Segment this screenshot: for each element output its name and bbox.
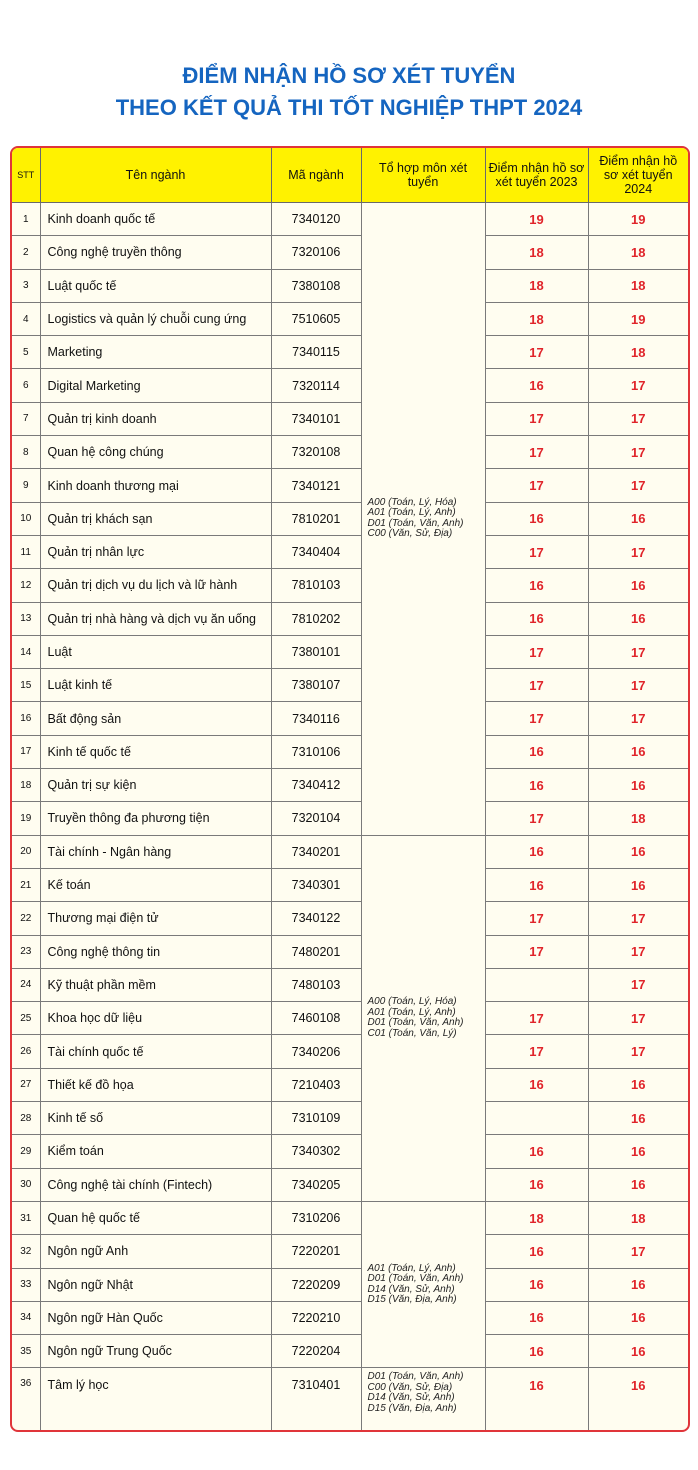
row-stt: 4 xyxy=(12,302,40,335)
row-stt: 33 xyxy=(12,1268,40,1301)
row-stt: 21 xyxy=(12,868,40,901)
row-stt: 30 xyxy=(12,1168,40,1201)
row-stt: 22 xyxy=(12,902,40,935)
combination-line: D15 (Văn, Địa, Anh) xyxy=(367,1294,457,1306)
row-score-2023: 17 xyxy=(485,469,588,502)
row-score-2023: 16 xyxy=(485,1368,588,1432)
row-major-name: Công nghệ truyền thông xyxy=(40,236,271,269)
row-score-2023: 17 xyxy=(485,1035,588,1068)
row-major-code: 7380107 xyxy=(271,669,361,702)
row-score-2023: 16 xyxy=(485,835,588,868)
row-major-name: Thiết kế đồ họa xyxy=(40,1068,271,1101)
row-major-code: 7810202 xyxy=(271,602,361,635)
table-row xyxy=(12,569,688,602)
row-subject-combination xyxy=(361,1201,485,1367)
table-row xyxy=(12,535,688,568)
row-subject-combination xyxy=(361,835,485,1201)
row-stt: 20 xyxy=(12,835,40,868)
row-major-name: Kinh doanh quốc tế xyxy=(40,203,271,236)
table-row xyxy=(12,1002,688,1035)
combination-line: A01 (Toán, Lý, Anh) xyxy=(367,507,456,519)
row-major-name: Ngôn ngữ Trung Quốc xyxy=(40,1335,271,1368)
row-score-2023: 16 xyxy=(485,602,588,635)
row-stt: 11 xyxy=(12,535,40,568)
row-major-code: 7340101 xyxy=(271,402,361,435)
row-major-code: 7340301 xyxy=(271,868,361,901)
row-major-name: Công nghệ thông tin xyxy=(40,935,271,968)
row-stt: 36 xyxy=(12,1368,40,1432)
row-major-code: 7380108 xyxy=(271,269,361,302)
row-major-code: 7220201 xyxy=(271,1235,361,1268)
row-score-2023: 17 xyxy=(485,669,588,702)
row-major-name: Truyền thông đa phương tiện xyxy=(40,802,271,835)
row-score-2024: 18 xyxy=(588,336,688,369)
row-score-2024: 16 xyxy=(588,1268,688,1301)
table-row xyxy=(12,336,688,369)
row-major-code: 7320108 xyxy=(271,436,361,469)
row-major-code: 7340121 xyxy=(271,469,361,502)
table-body xyxy=(12,203,688,1433)
row-score-2023: 16 xyxy=(485,868,588,901)
combination-line: D01 (Toán, Văn, Anh) xyxy=(367,517,464,529)
table-row xyxy=(12,402,688,435)
row-stt: 8 xyxy=(12,436,40,469)
row-major-name: Quản trị khách sạn xyxy=(40,502,271,535)
table-row xyxy=(12,1268,688,1301)
row-score-2024: 17 xyxy=(588,369,688,402)
row-stt: 34 xyxy=(12,1301,40,1334)
row-major-name: Luật xyxy=(40,635,271,668)
row-major-name: Quản trị kinh doanh xyxy=(40,402,271,435)
row-major-name: Logistics và quản lý chuỗi cung ứng xyxy=(40,302,271,335)
header-stt: STT xyxy=(12,148,40,203)
row-score-2024: 16 xyxy=(588,1368,688,1432)
combination-line: D14 (Văn, Sử, Anh) xyxy=(367,1283,455,1295)
row-score-2024: 16 xyxy=(588,1168,688,1201)
row-score-2024: 16 xyxy=(588,502,688,535)
admission-table-frame xyxy=(10,146,690,1432)
row-score-2023: 17 xyxy=(485,635,588,668)
row-score-2023: 16 xyxy=(485,569,588,602)
row-score-2024: 17 xyxy=(588,402,688,435)
table-row xyxy=(12,968,688,1001)
row-score-2023: 17 xyxy=(485,336,588,369)
row-score-2023: 16 xyxy=(485,502,588,535)
table-row xyxy=(12,835,688,868)
row-major-code: 7340412 xyxy=(271,769,361,802)
row-score-2024: 17 xyxy=(588,635,688,668)
combination-line: C00 (Văn, Sử, Địa) xyxy=(367,1381,453,1393)
row-score-2024: 16 xyxy=(588,1301,688,1334)
row-score-2023: 16 xyxy=(485,1268,588,1301)
row-score-2023: 17 xyxy=(485,902,588,935)
row-major-name: Tài chính quốc tế xyxy=(40,1035,271,1068)
row-major-name: Kinh doanh thương mại xyxy=(40,469,271,502)
combination-line: D01 (Toán, Văn, Anh) xyxy=(367,1371,464,1383)
row-score-2024: 16 xyxy=(588,1135,688,1168)
row-stt: 25 xyxy=(12,1002,40,1035)
row-major-name: Quản trị nhà hàng và dịch vụ ăn uống xyxy=(40,602,271,635)
row-major-code: 7340115 xyxy=(271,336,361,369)
row-major-code: 7310106 xyxy=(271,735,361,768)
row-stt: 3 xyxy=(12,269,40,302)
row-score-2024: 16 xyxy=(588,1335,688,1368)
row-major-code: 7340205 xyxy=(271,1168,361,1201)
table-row xyxy=(12,1368,688,1432)
row-major-name: Tâm lý học xyxy=(40,1368,271,1432)
header-score-2024: Điểm nhận hồ sơ xét tuyển 2024 xyxy=(588,148,688,203)
row-score-2024: 18 xyxy=(588,269,688,302)
row-major-code: 7220210 xyxy=(271,1301,361,1334)
row-major-code: 7810201 xyxy=(271,502,361,535)
row-score-2023: 16 xyxy=(485,1168,588,1201)
row-score-2023: 18 xyxy=(485,302,588,335)
row-stt: 23 xyxy=(12,935,40,968)
page-subtitle: THEO KẾT QUẢ THI TỐT NGHIỆP THPT 2024 xyxy=(115,95,583,120)
row-major-name: Marketing xyxy=(40,336,271,369)
row-major-code: 7340120 xyxy=(271,203,361,236)
row-stt: 6 xyxy=(12,369,40,402)
table-row xyxy=(12,1201,688,1234)
row-stt: 18 xyxy=(12,769,40,802)
row-stt: 16 xyxy=(12,702,40,735)
row-score-2024: 18 xyxy=(588,1201,688,1234)
row-score-2024: 19 xyxy=(588,203,688,236)
row-score-2023: 17 xyxy=(485,436,588,469)
combination-line: A00 (Toán, Lý, Hóa) xyxy=(367,996,457,1008)
row-score-2023: 17 xyxy=(485,1002,588,1035)
table-row xyxy=(12,1235,688,1268)
row-stt: 35 xyxy=(12,1335,40,1368)
table-row xyxy=(12,1168,688,1201)
row-score-2023: 17 xyxy=(485,402,588,435)
row-major-name: Quản trị nhân lực xyxy=(40,535,271,568)
row-score-2023: 17 xyxy=(485,935,588,968)
row-score-2023: 16 xyxy=(485,1235,588,1268)
row-score-2024: 16 xyxy=(588,569,688,602)
row-major-name: Kiểm toán xyxy=(40,1135,271,1168)
row-major-name: Bất động sản xyxy=(40,702,271,735)
row-major-name: Kỹ thuật phần mềm xyxy=(40,968,271,1001)
row-major-name: Quan hệ quốc tế xyxy=(40,1201,271,1234)
row-score-2024: 17 xyxy=(588,669,688,702)
table-row xyxy=(12,203,688,236)
row-score-2023: 16 xyxy=(485,1135,588,1168)
row-major-name: Thương mại điện tử xyxy=(40,902,271,935)
row-score-2024: 17 xyxy=(588,902,688,935)
row-score-2024: 17 xyxy=(588,1235,688,1268)
table-row xyxy=(12,369,688,402)
row-major-code: 7320104 xyxy=(271,802,361,835)
row-major-name: Ngôn ngữ Anh xyxy=(40,1235,271,1268)
row-major-code: 7480103 xyxy=(271,968,361,1001)
combination-line: D14 (Văn, Sử, Anh) xyxy=(367,1392,455,1404)
row-major-name: Quản trị sự kiện xyxy=(40,769,271,802)
row-stt: 12 xyxy=(12,569,40,602)
row-major-code: 7340302 xyxy=(271,1135,361,1168)
row-score-2023: 16 xyxy=(485,735,588,768)
table-row xyxy=(12,868,688,901)
admission-table xyxy=(12,148,688,1432)
row-score-2024: 19 xyxy=(588,302,688,335)
table-row xyxy=(12,1301,688,1334)
table-row xyxy=(12,1035,688,1068)
row-score-2024: 17 xyxy=(588,935,688,968)
combination-line: D15 (Văn, Địa, Anh) xyxy=(367,1402,457,1414)
table-row xyxy=(12,935,688,968)
row-major-name: Quản trị dịch vụ du lịch và lữ hành xyxy=(40,569,271,602)
row-major-code: 7210403 xyxy=(271,1068,361,1101)
combination-line: A00 (Toán, Lý, Hóa) xyxy=(367,496,457,508)
row-major-code: 7340116 xyxy=(271,702,361,735)
row-subject-combination xyxy=(361,203,485,836)
table-row xyxy=(12,302,688,335)
row-major-name: Ngôn ngữ Nhật xyxy=(40,1268,271,1301)
combination-line: D01 (Toán, Văn, Anh) xyxy=(367,1017,464,1029)
row-stt: 29 xyxy=(12,1135,40,1168)
row-major-code: 7460108 xyxy=(271,1002,361,1035)
row-major-name: Digital Marketing xyxy=(40,369,271,402)
row-stt: 17 xyxy=(12,735,40,768)
table-row xyxy=(12,436,688,469)
table-row xyxy=(12,635,688,668)
row-major-code: 7220209 xyxy=(271,1268,361,1301)
row-stt: 10 xyxy=(12,502,40,535)
row-major-code: 7340201 xyxy=(271,835,361,868)
row-score-2023: 16 xyxy=(485,1335,588,1368)
row-score-2024: 17 xyxy=(588,1035,688,1068)
row-stt: 31 xyxy=(12,1201,40,1234)
row-major-name: Công nghệ tài chính (Fintech) xyxy=(40,1168,271,1201)
row-score-2024: 16 xyxy=(588,602,688,635)
row-major-code: 7340404 xyxy=(271,535,361,568)
table-row xyxy=(12,769,688,802)
header-combo: Tổ hợp môn xét tuyển xyxy=(361,148,485,203)
row-major-name: Ngôn ngữ Hàn Quốc xyxy=(40,1301,271,1334)
row-stt: 19 xyxy=(12,802,40,835)
row-major-name: Luật kinh tế xyxy=(40,669,271,702)
table-row xyxy=(12,1335,688,1368)
combination-line: C01 (Toán, Văn, Lý) xyxy=(367,1027,457,1039)
table-row xyxy=(12,236,688,269)
row-stt: 14 xyxy=(12,635,40,668)
row-stt: 26 xyxy=(12,1035,40,1068)
row-score-2024: 16 xyxy=(588,835,688,868)
row-major-name: Quan hệ công chúng xyxy=(40,436,271,469)
row-stt: 1 xyxy=(12,203,40,236)
combination-line: C00 (Văn, Sử, Địa) xyxy=(367,528,453,540)
row-score-2023 xyxy=(485,1102,588,1135)
row-score-2024: 16 xyxy=(588,769,688,802)
table-row xyxy=(12,702,688,735)
row-score-2023: 16 xyxy=(485,769,588,802)
row-score-2023 xyxy=(485,968,588,1001)
header-score-2023: Điểm nhận hồ sơ xét tuyển 2023 xyxy=(485,148,588,203)
row-score-2023: 18 xyxy=(485,1201,588,1234)
header-name: Tên ngành xyxy=(40,148,271,203)
row-score-2023: 18 xyxy=(485,269,588,302)
row-major-name: Tài chính - Ngân hàng xyxy=(40,835,271,868)
row-major-code: 7340206 xyxy=(271,1035,361,1068)
row-major-code: 7480201 xyxy=(271,935,361,968)
table-row xyxy=(12,1068,688,1101)
table-row xyxy=(12,902,688,935)
row-major-code: 7340122 xyxy=(271,902,361,935)
table-row xyxy=(12,602,688,635)
row-stt: 9 xyxy=(12,469,40,502)
row-major-name: Luật quốc tế xyxy=(40,269,271,302)
page-title: ĐIỂM NHẬN HỒ SƠ XÉT TUYỂN xyxy=(182,63,516,88)
row-score-2024: 16 xyxy=(588,1068,688,1101)
row-score-2024: 16 xyxy=(588,1102,688,1135)
row-score-2024: 17 xyxy=(588,436,688,469)
row-stt: 24 xyxy=(12,968,40,1001)
row-stt: 13 xyxy=(12,602,40,635)
table-row xyxy=(12,1102,688,1135)
row-subject-combination xyxy=(361,1368,485,1432)
row-major-code: 7220204 xyxy=(271,1335,361,1368)
table-row xyxy=(12,669,688,702)
combination-line: A01 (Toán, Lý, Anh) xyxy=(367,1006,456,1018)
row-score-2024: 17 xyxy=(588,968,688,1001)
row-score-2023: 16 xyxy=(485,1068,588,1101)
row-score-2023: 19 xyxy=(485,203,588,236)
table-header-row xyxy=(12,148,688,203)
row-score-2023: 17 xyxy=(485,802,588,835)
row-stt: 32 xyxy=(12,1235,40,1268)
table-row xyxy=(12,502,688,535)
combination-line: A01 (Toán, Lý, Anh) xyxy=(367,1262,456,1274)
row-score-2024: 16 xyxy=(588,735,688,768)
row-score-2024: 17 xyxy=(588,1002,688,1035)
row-score-2023: 18 xyxy=(485,236,588,269)
row-score-2023: 16 xyxy=(485,369,588,402)
row-major-code: 7510605 xyxy=(271,302,361,335)
row-major-code: 7310401 xyxy=(271,1368,361,1432)
row-stt: 28 xyxy=(12,1102,40,1135)
combination-line: D01 (Toán, Văn, Anh) xyxy=(367,1273,464,1285)
row-score-2024: 16 xyxy=(588,868,688,901)
table-row xyxy=(12,735,688,768)
row-score-2024: 17 xyxy=(588,702,688,735)
row-stt: 2 xyxy=(12,236,40,269)
row-score-2024: 17 xyxy=(588,469,688,502)
row-major-name: Kế toán xyxy=(40,868,271,901)
row-stt: 5 xyxy=(12,336,40,369)
row-major-name: Kinh tế số xyxy=(40,1102,271,1135)
table-row xyxy=(12,269,688,302)
row-major-code: 7320114 xyxy=(271,369,361,402)
row-major-code: 7380101 xyxy=(271,635,361,668)
row-stt: 27 xyxy=(12,1068,40,1101)
row-stt: 7 xyxy=(12,402,40,435)
row-stt: 15 xyxy=(12,669,40,702)
table-row xyxy=(12,469,688,502)
row-score-2024: 18 xyxy=(588,236,688,269)
row-score-2023: 16 xyxy=(485,1301,588,1334)
table-row xyxy=(12,802,688,835)
row-major-name: Khoa học dữ liệu xyxy=(40,1002,271,1035)
row-major-code: 7310109 xyxy=(271,1102,361,1135)
row-major-code: 7320106 xyxy=(271,236,361,269)
row-major-name: Kinh tế quốc tế xyxy=(40,735,271,768)
row-score-2023: 17 xyxy=(485,535,588,568)
table-row xyxy=(12,1135,688,1168)
row-score-2023: 17 xyxy=(485,702,588,735)
row-major-code: 7810103 xyxy=(271,569,361,602)
row-score-2024: 18 xyxy=(588,802,688,835)
header-code: Mã ngành xyxy=(271,148,361,203)
row-major-code: 7310206 xyxy=(271,1201,361,1234)
row-score-2024: 17 xyxy=(588,535,688,568)
